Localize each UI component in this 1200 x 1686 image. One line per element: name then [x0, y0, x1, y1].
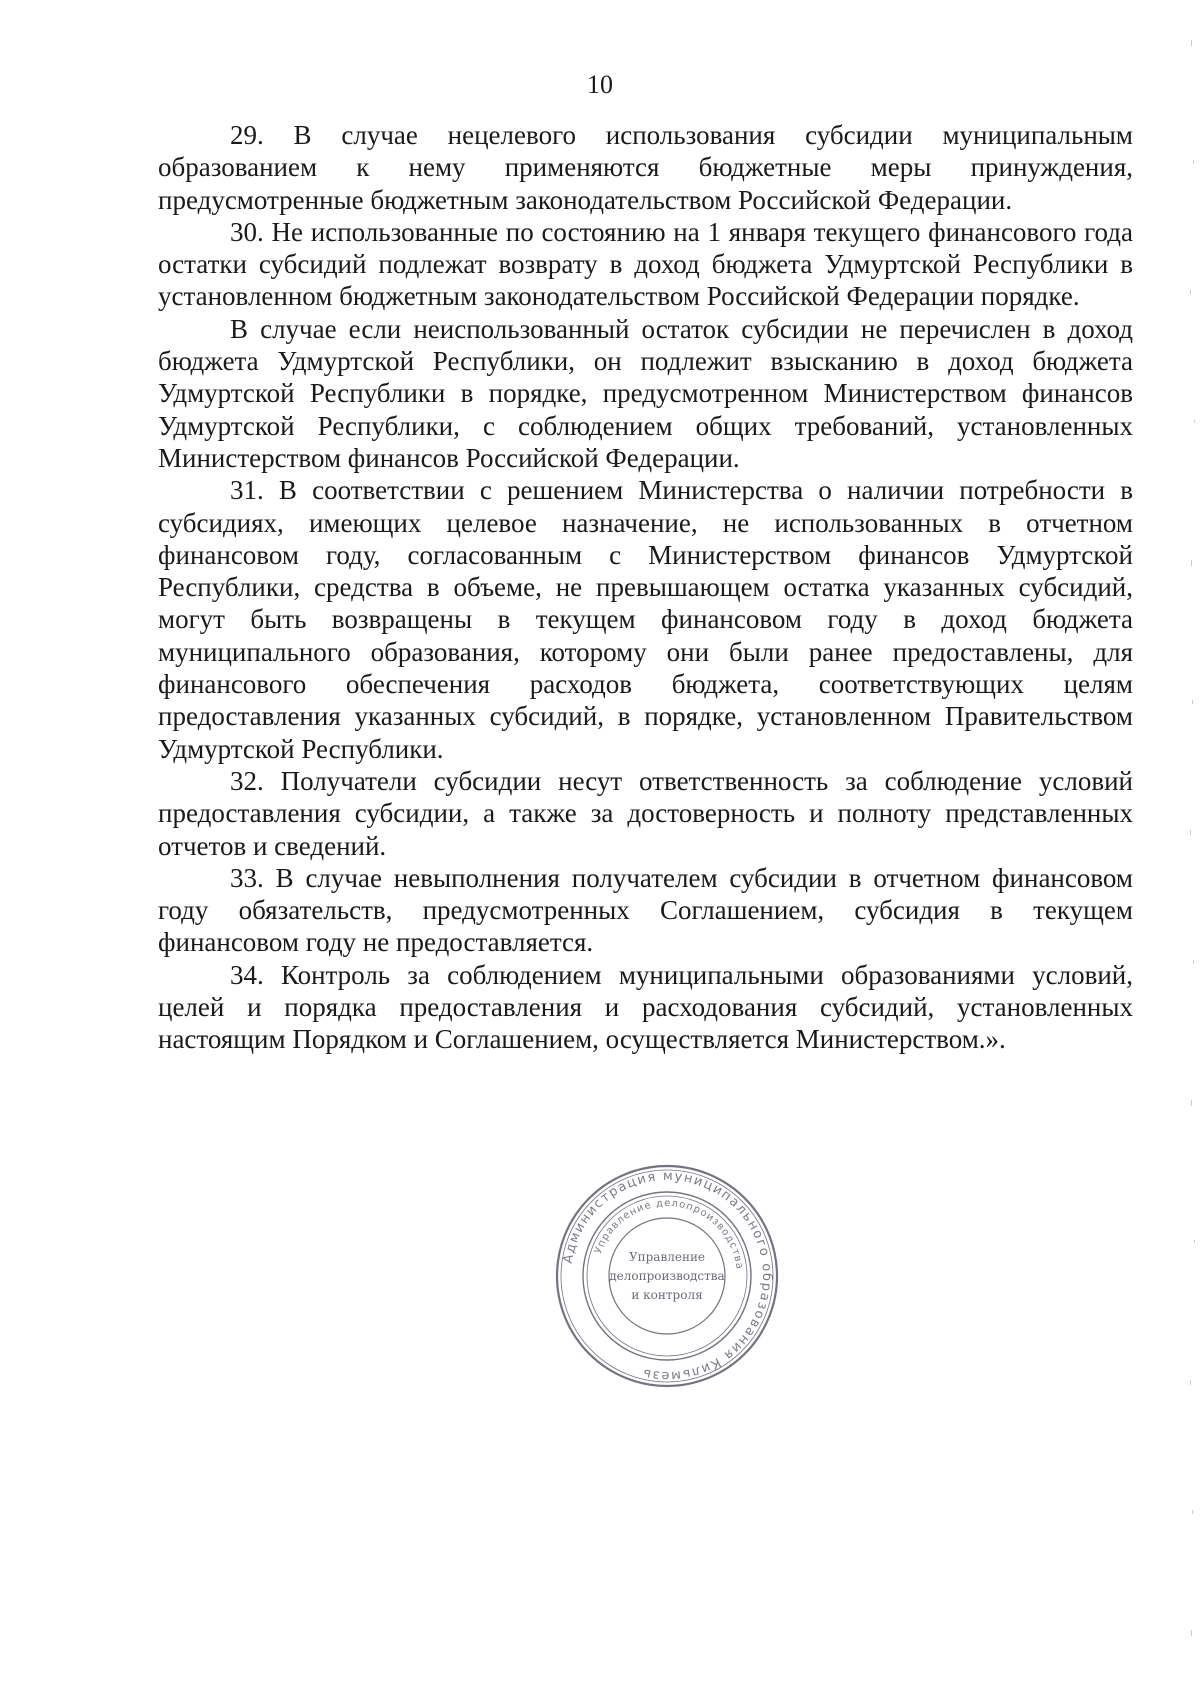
- document-body: [158, 119, 1133, 1056]
- seal-center-line-3: и контроля: [631, 1288, 703, 1302]
- paragraph-31: 31. В соответствии с решением Министерства о наличии потребности в субсидиях, имеющих целевое назначение, не использованных в отчетном финансовом году, согласованным с Министерством финансов Удмуртской Республики, средства в объеме, не превышающем остатка указанных субсидий, могут быть возвращены в текущем финансовом году в доход бюджета муниципального образования, которому они были ранее предоставлены, для финансового обеспечения расходов бюджета, соответствующих целям предоставления указанных субсидий, в порядке, установленном Правительством Удмуртской Республики.: [158, 475, 1133, 764]
- seal-inner-text: Управление делопроизводства: [592, 1197, 745, 1271]
- page-number: 10: [587, 70, 613, 99]
- paragraph-30: 30. Не использованные по состоянию на 1 января текущего финансового года остатки субсидий подлежат возврату в доход бюджета Удмуртской Республики в установленном бюджетным законодательством Российской Федерации порядке.: [158, 216, 1133, 312]
- seal-outer-text: Администрация муниципального образования Кильмезь: [560, 1168, 775, 1384]
- scan-edge-speckle: [1182, 0, 1200, 1686]
- paragraph-29: 29. В случае нецелевого использования субсидии муниципальным образованием к нему применяются бюджетные меры принуждения, предусмотренные бюджетным законодательством Российской Федерации.: [158, 120, 1133, 215]
- seal-center-line-1: Управление: [628, 1250, 706, 1264]
- paragraph-30-continuation: В случае если неиспользованный остаток субсидии не перечислен в доход бюджета Удмуртской Республики, он подлежит взысканию в доход бюджета Удмуртской Республики в порядке, предусмотренном Министерством финансов Удмуртской Республики, с соблюдением общих требований, установленных Министерством финансов Российской Федерации.: [158, 313, 1133, 473]
- paragraph-32: 32. Получатели субсидии несут ответственность за соблюдение условий предоставления субсидии, а также за достоверность и полноту представленных отчетов и сведений.: [158, 765, 1133, 861]
- paragraph-33: 33. В случае невыполнения получателем субсидии в отчетном финансовом году обязательств, предусмотренных Соглашением, субсидия в текущем финансовом году не предоставляется.: [158, 862, 1133, 958]
- seal-center-line-2: делопроизводства: [609, 1269, 725, 1283]
- paragraph-34: 34. Контроль за соблюдением муниципальными образованиями условий, целей и порядка предоставления и расходования субсидий, установленных настоящим Порядком и Соглашением, осуществляется Министерством.».: [158, 959, 1133, 1055]
- official-seal-stamp: [554, 1163, 780, 1389]
